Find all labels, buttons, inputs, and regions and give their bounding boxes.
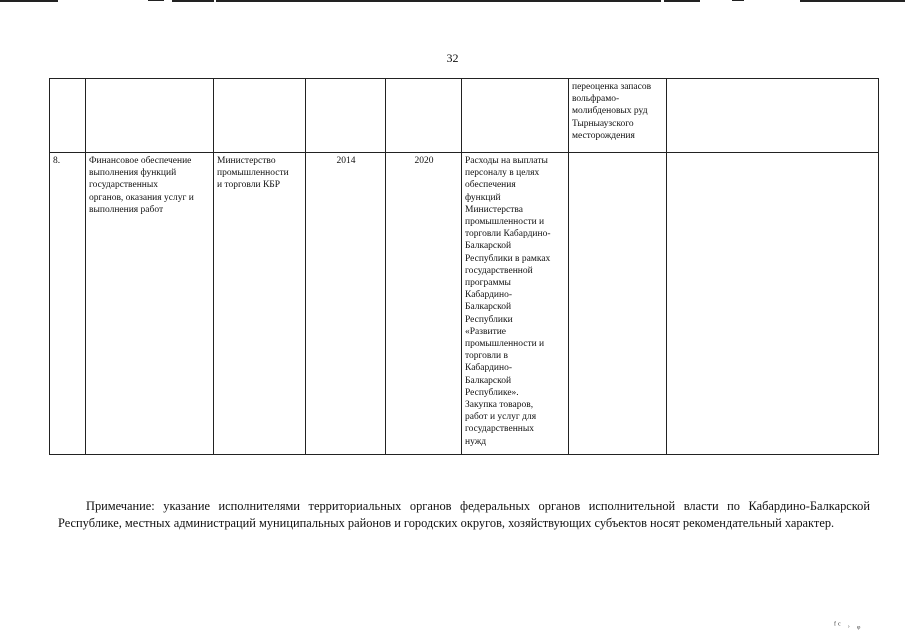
cell-executor [214,79,306,153]
cell-end-year [386,79,462,153]
table-row [50,153,879,455]
program-table [49,78,879,455]
scan-edge-line [800,0,905,2]
scan-edge-line [216,0,661,2]
scan-edge-line [732,0,744,1]
cell-expected-result: Расходы на выплаты персоналу в целях обеспечения функций Министерства промышленности и торговли Кабардино- Балкарской Республики в рамках государственной программы Кабардино- Балкарской Республики «Развитие промышленности и торговли в Кабардино- Балкарской Республике». Закупка товаров, работ и услуг для государственных нужд [462,153,569,455]
scan-edge-line [148,0,164,1]
scan-edge-line [172,0,214,2]
scan-edge-line [664,0,700,2]
cell-consequences: переоценка запасов вольфрамо- молибденовых руд Тырныаузского месторождения [569,79,667,153]
page-number: 32 [446,51,459,65]
cell-activity: Финансовое обеспечение выполнения функций государственных органов, оказания услуг и выполнения работ [86,153,214,455]
cell-number: 8. [50,153,86,455]
cell-end-year: 2020 [386,153,462,455]
cell-relation [667,79,879,153]
cell-executor: Министерство промышленности и торговли КБР [214,153,306,455]
cell-relation [667,153,879,455]
cell-start-year [306,79,386,153]
scan-mark: ᶠᶜ ˒ ᵩ [834,620,863,631]
table-row [50,79,879,153]
cell-expected-result [462,79,569,153]
cell-number [50,79,86,153]
cell-start-year: 2014 [306,153,386,455]
cell-activity [86,79,214,153]
cell-consequences [569,153,667,455]
footnote: Примечание: указание исполнителями территориальных органов федеральных органов исполнительной власти по Кабардино-Балкарской Республике, местных администраций муниципальных районов и городских округов, хозяйствующих субъектов носят рекомендательный характер. [58,499,870,531]
scan-edge-line [0,0,58,2]
